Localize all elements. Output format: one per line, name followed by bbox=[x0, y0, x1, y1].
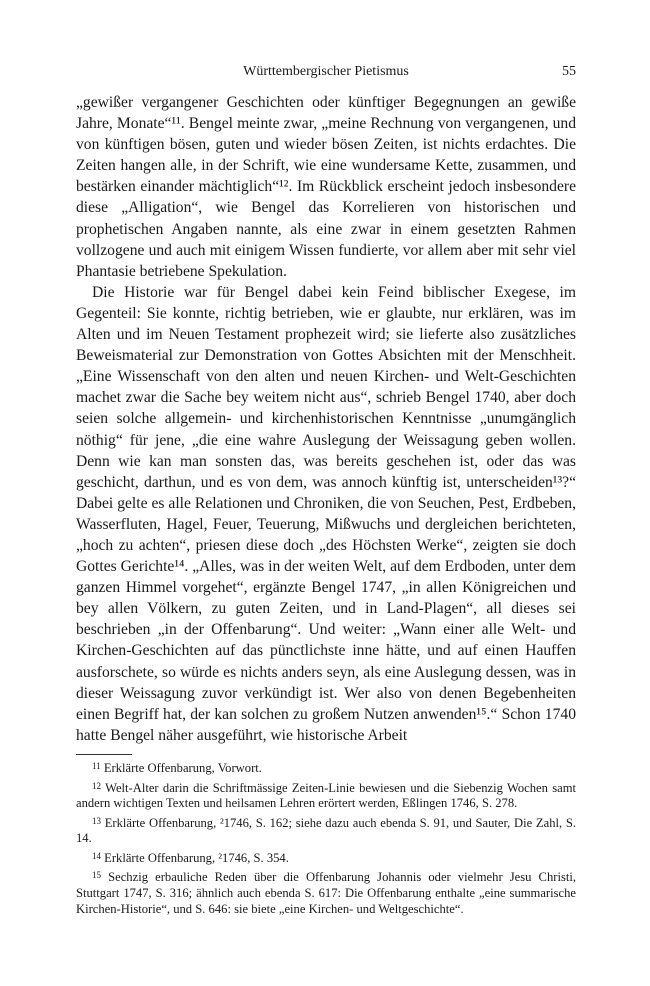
footnote-text: Erklärte Offenbarung, ²1746, S. 162; siehe dazu auch ebenda S. 91, und Sauter, Die Zahl, S. 14. bbox=[76, 815, 576, 846]
book-page bbox=[76, 64, 576, 919]
footnotes bbox=[76, 759, 576, 917]
paragraph-2: Die Historie war für Bengel dabei kein Feind biblischer Exegese, im Gegenteil: Sie konnte, richtig betrieben, wie er glaubte, nur erklären, was im Alten und im Neuen Testament prophezeit wird; sie lieferte also zusätzliches Beweismaterial zur Demonstration von Gottes Absichten mit der Menschheit. „Eine Wissenschaft von den alten und neuen Kirchen- und Welt-Geschichten machet zwar die Sache bey weitem nicht aus“, schrieb Bengel 1740, aber doch seien solche allgemein- und kirchenhistorischen Kenntnisse „unumgänglich nöthig“ für jene, „die eine wahre Auslegung der Weissagung geben wollen. Denn wie kan man sonsten das, was bereits geschehen ist, oder das was geschicht, darthun, und es von dem, was annoch künftig ist, unterscheiden¹³?“ Dabei gelte es alle Relationen und Chroniken, die von Seuchen, Pest, Erdbeben, Wasserfluten, Hagel, Feuer, Teuerung, Mißwuchs und dergleichen berichteten, „hoch zu achten“, priesen diese doch „des Höchsten Werke“, zeigten sie doch Gottes Gerichte¹⁴. „Alles, was in der weiten Welt, auf dem Erdboden, unter dem ganzen Himmel vorgehet“, ergänzte Bengel 1747, „in allen Königreichen und bey allen Völkern, zu guten Zeiten, und in Land-Plagen“, all dieses sei beschrieben „in der Offenbarung“. Und weiter: „Wann einer alle Welt- und Kirchen-Geschichten auf das pünctlichste inne hätte, und auf einen Hauffen ausforschete, so würde es nichts anders seyn, als eine Auslegung dessen, was in dieser Weissagung zuvor verkündigt ist. Wer also von denen Begebenheiten einen Begriff hat, der kan solchen zu großem Nutzen anwenden¹⁵.“ Schon 1740 hatte Bengel näher ausgeführt, wie historische Arbeit bbox=[76, 283, 576, 744]
footnote-number: 15 bbox=[92, 870, 101, 881]
footnote-text: Erklärte Offenbarung, ²1746, S. 354. bbox=[104, 850, 289, 865]
footnote-12 bbox=[76, 779, 576, 812]
footnote-number: 12 bbox=[92, 780, 101, 791]
body-text bbox=[76, 92, 576, 746]
footnote-14 bbox=[76, 849, 576, 867]
footnote-number: 11 bbox=[92, 760, 101, 771]
paragraph-1: „gewißer vergangener Geschichten oder künftiger Begegnungen an gewiße Jahre, Monate“¹¹. Bengel meinte zwar, „meine Rechnung von vergangenen, und von künftigen bösen, guten und wieder bösen Zeiten, ist nichts erdachtes. Die Zeiten hangen alle, in der Schrift, wie eine wundersame Kette, zusammen, und bestärken einander mächtiglich“¹². Im Rückblick erscheint jedoch insbesondere diese „Alligation“, wie Bengel das Korrelieren von historischen und prophetischen Angaben nannte, als eine zwar in einem gesetzten Rahmen vollzogene und auch mit einigem Wissen fundierte, vor allem aber mit sehr viel Phantasie betriebene Spekulation. bbox=[76, 94, 576, 280]
running-title: Württembergischer Pietismus bbox=[243, 64, 409, 79]
footnote-11 bbox=[76, 759, 576, 777]
page-number: 55 bbox=[562, 64, 576, 79]
footnote-text: Welt-Alter darin die Schriftmässige Zeiten-Linie bewiesen und die Siebenzig Wochen samt andern wichtigen Texten und heilsamen Lehren erörtert werden, Eßlingen 1746, S. 278. bbox=[76, 780, 576, 811]
footnote-15 bbox=[76, 868, 576, 917]
footnote-text: Erklärte Offenbarung, Vorwort. bbox=[103, 760, 262, 775]
running-header bbox=[76, 64, 576, 86]
footnote-rule bbox=[76, 754, 132, 755]
footnote-number: 14 bbox=[92, 850, 101, 861]
footnote-number: 13 bbox=[92, 815, 101, 826]
footnote-13 bbox=[76, 814, 576, 847]
footnote-text: Sechzig erbauliche Reden über die Offenbarung Johannis oder vielmehr Jesu Christi, Stuttgart 1747, S. 316; ähnlich auch ebenda S. 617: Die Offenbarung enthalte „eine summarische Kirchen-Historie“, und S. 646: sie biete „eine Kirchen- und Weltgeschichte“. bbox=[76, 870, 576, 916]
